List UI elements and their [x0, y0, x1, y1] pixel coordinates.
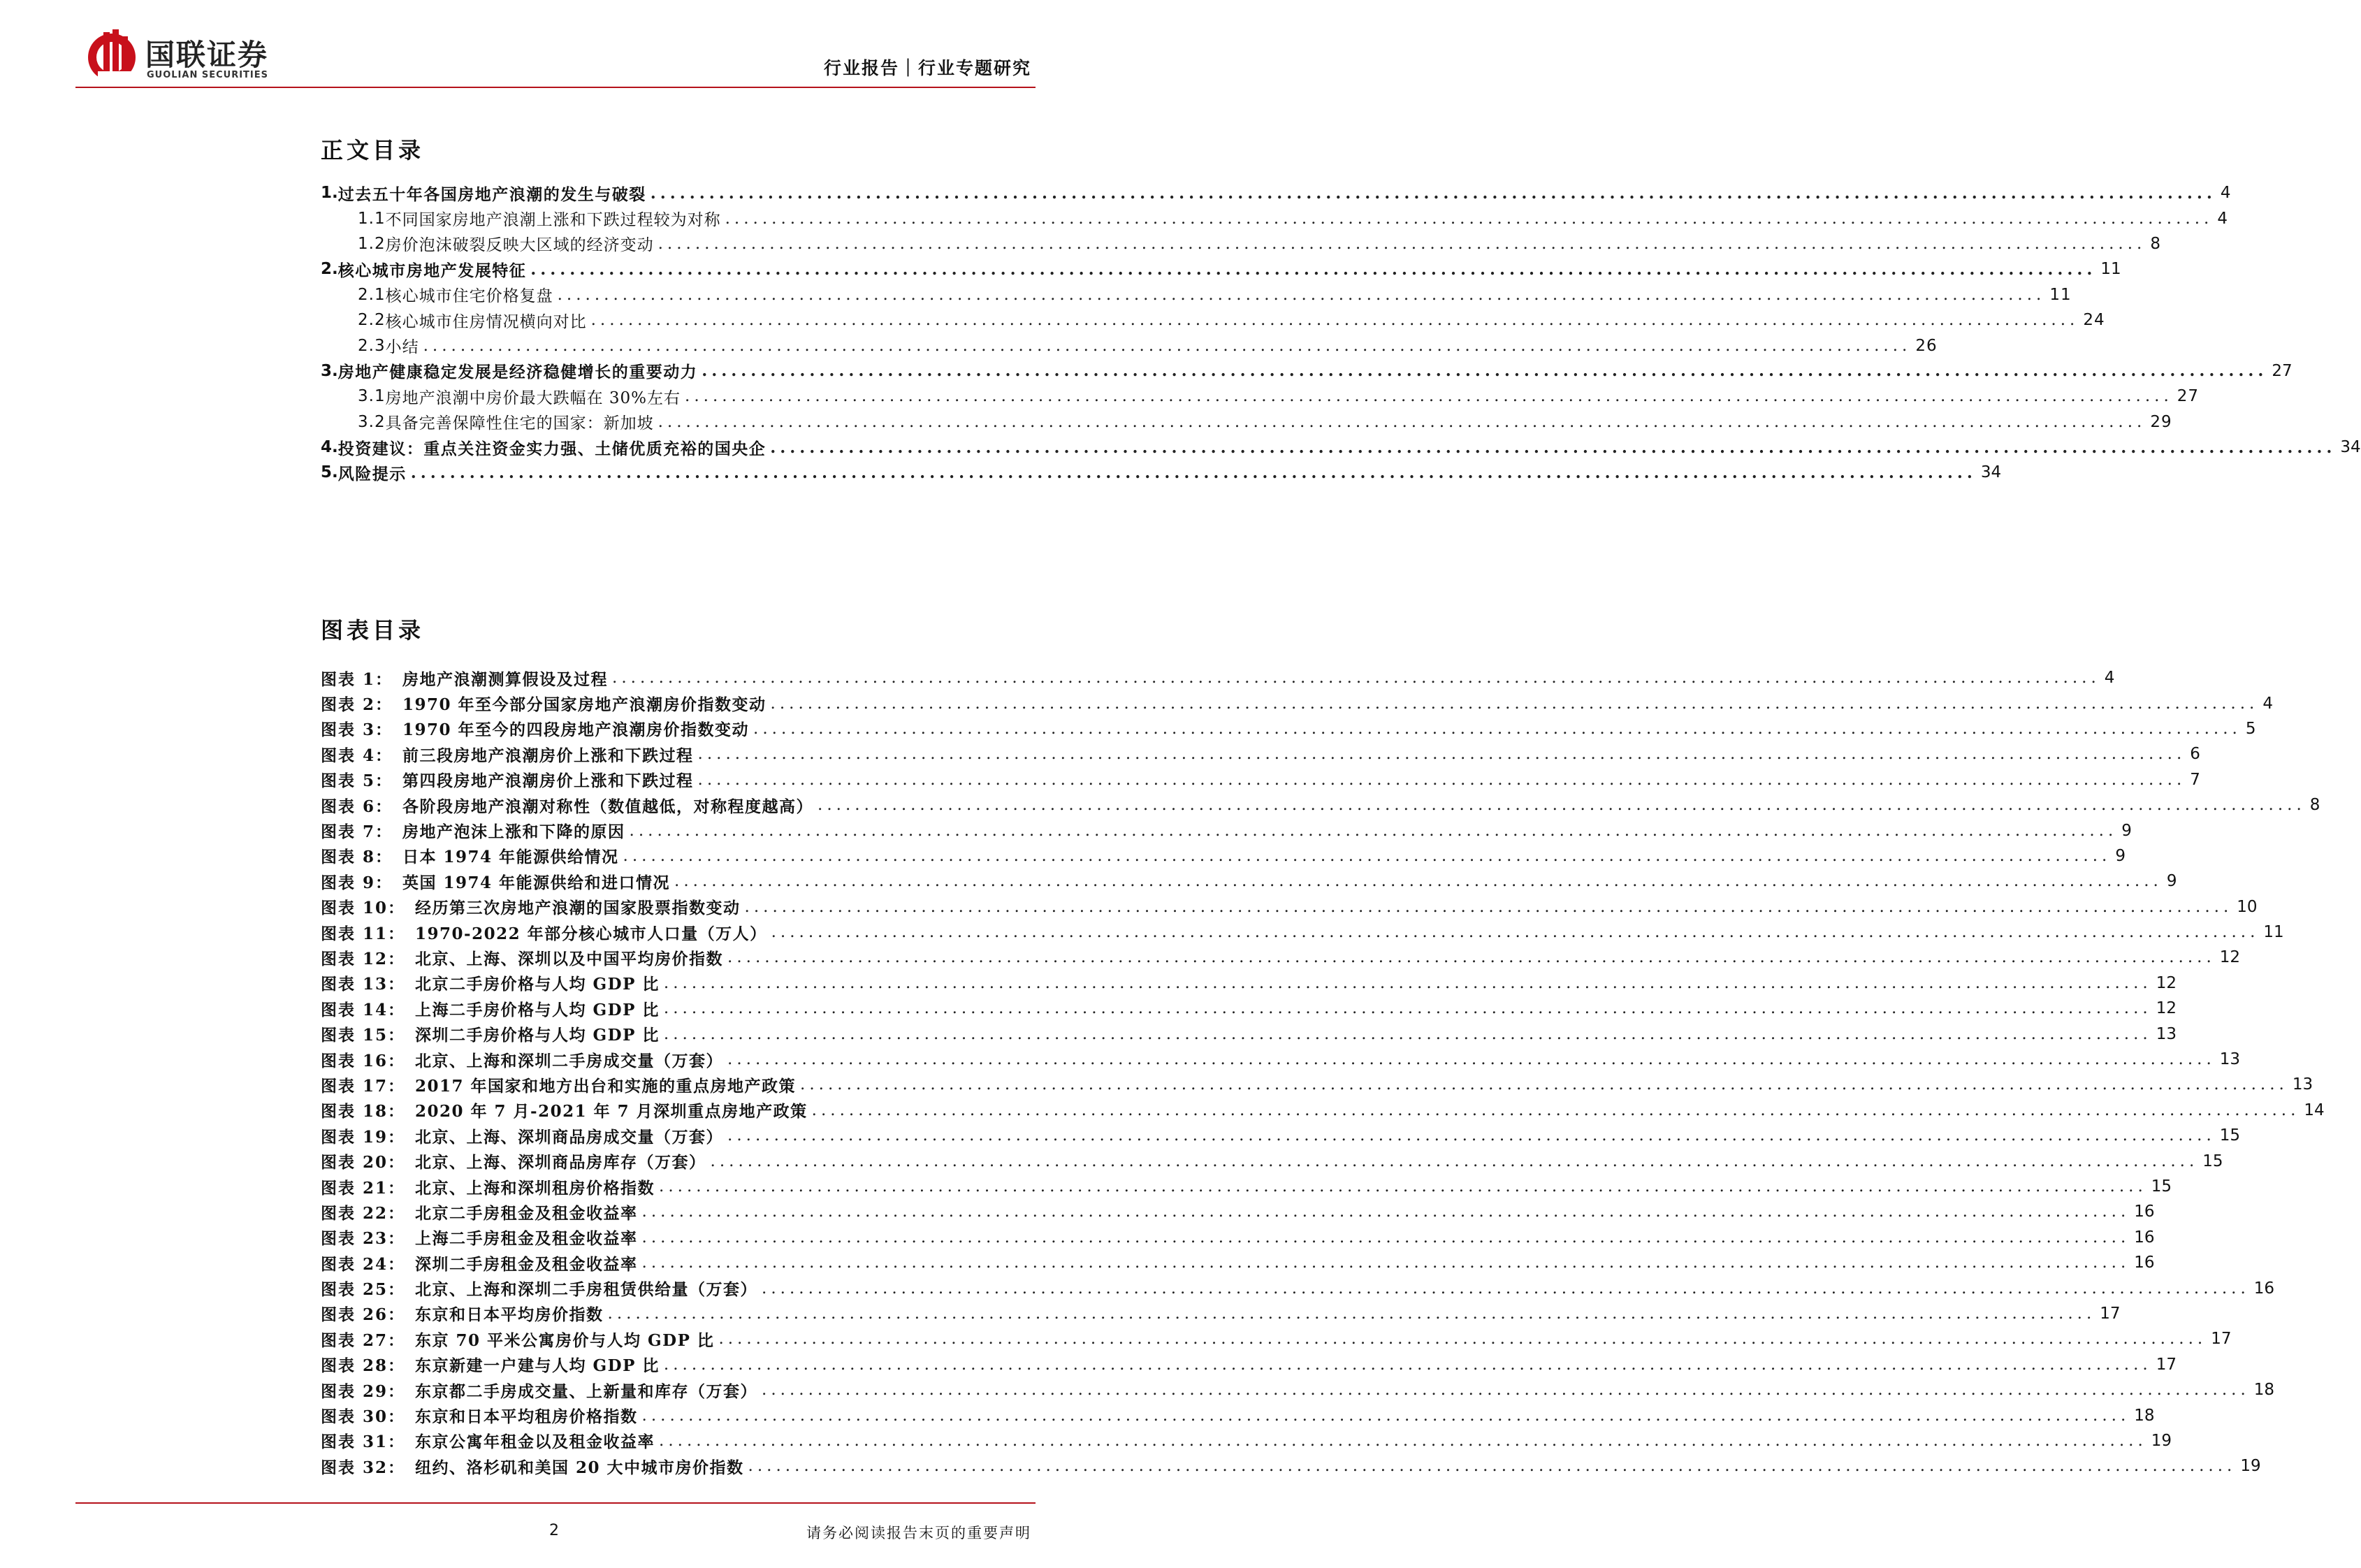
dot-leader: ................................................................................................................................................................: [557, 285, 2046, 304]
figure-entry-title: 东京都二手房成交量、上新量和库存（万套）: [415, 1381, 758, 1401]
figure-entry-page: 10: [2237, 897, 2258, 916]
figure-entry[interactable]: [321, 945, 2241, 970]
figure-entry[interactable]: [321, 1352, 2177, 1377]
figure-entry[interactable]: [321, 767, 2200, 792]
figure-entry-label: 图表 3：: [321, 720, 393, 740]
figure-entry-title: 房地产浪潮测算假设及过程: [402, 669, 609, 689]
toc-entry-number: 3.1: [358, 387, 386, 406]
figure-entry-title: 北京二手房租金及租金收益率: [415, 1203, 638, 1223]
toc-list: [321, 180, 2361, 486]
toc-entry-number: 4.: [321, 438, 338, 457]
dot-leader: ................................................................................................................................................................: [725, 209, 2214, 228]
toc-entry[interactable]: [321, 384, 2200, 409]
dot-leader: ................................................................................................................................................................: [650, 183, 2216, 203]
dot-leader: ................................................................................................................................................................: [770, 694, 2259, 713]
figure-entry-page: 15: [2151, 1177, 2172, 1196]
figure-entry-label: 图表 16：: [321, 1051, 406, 1070]
toc-entry-number: 1.2: [358, 234, 386, 253]
figure-entry[interactable]: [321, 1402, 2155, 1428]
figure-entry-label: 图表 20：: [321, 1153, 406, 1173]
figure-entry-label: 图表 30：: [321, 1407, 406, 1427]
figure-entry[interactable]: [321, 1123, 2241, 1148]
dot-leader: ................................................................................................................................................................: [641, 1254, 2130, 1272]
toc-entry-number: 2.3: [358, 336, 386, 355]
figure-entry-page: 9: [2115, 846, 2126, 865]
dot-leader: ................................................................................................................................................................: [659, 1177, 2147, 1196]
toc-entry-title: 小结: [385, 338, 419, 357]
toc-entry[interactable]: [321, 205, 2228, 231]
figure-entry-title: 东京新建一户建与人均 GDP 比: [415, 1356, 660, 1376]
toc-entry-page: 4: [2217, 209, 2228, 228]
figure-entry-title: 深圳二手房租金及租金收益率: [415, 1254, 638, 1274]
figure-entry-title: 北京、上海和深圳二手房成交量（万套）: [415, 1051, 724, 1070]
toc-entry-page: 27: [2177, 387, 2200, 406]
toc-entry[interactable]: [321, 180, 2231, 205]
dot-leader: ................................................................................................................................................................: [658, 412, 2146, 431]
figure-entry-page: 17: [2156, 1355, 2177, 1374]
figure-entry-page: 16: [2134, 1228, 2155, 1247]
dot-leader: ................................................................................................................................................................: [744, 897, 2233, 916]
figure-entry-page: 16: [2134, 1203, 2155, 1221]
dot-leader: ................................................................................................................................................................: [697, 770, 2186, 789]
figure-entry[interactable]: [321, 1021, 2177, 1046]
figure-entry-title: 2017 年国家和地方出台和实施的重点房地产政策: [415, 1076, 797, 1096]
figure-entry-label: 图表 25：: [321, 1280, 406, 1300]
figure-entry-title: 东京公寓年租金以及租金收益率: [415, 1432, 655, 1452]
figure-entry[interactable]: [321, 690, 2273, 716]
dot-leader: ................................................................................................................................................................: [658, 234, 2146, 253]
dot-leader: ................................................................................................................................................................: [612, 669, 2100, 688]
figure-entry-label: 图表 17：: [321, 1076, 406, 1096]
figure-entry-page: 16: [2253, 1279, 2275, 1298]
figure-entry-label: 图表 14：: [321, 1000, 406, 1019]
toc-entry[interactable]: [321, 358, 2293, 384]
dot-leader: ................................................................................................................................................................: [685, 387, 2173, 406]
figure-entry[interactable]: [321, 1275, 2275, 1300]
dot-leader: ................................................................................................................................................................: [771, 923, 2260, 942]
toc-entry[interactable]: [321, 282, 2072, 307]
figure-entry-label: 图表 7：: [321, 822, 393, 842]
dot-leader: ................................................................................................................................................................: [629, 821, 2118, 840]
toc-entry-page: 29: [2150, 412, 2172, 431]
figure-entry[interactable]: [321, 665, 2115, 690]
figure-entry[interactable]: [321, 741, 2200, 767]
figure-entry-label: 图表 19：: [321, 1127, 406, 1147]
toc-entry-page: 8: [2150, 234, 2161, 253]
toc-entry-title: 房地产健康稳定发展是经济稳健增长的重要动力: [337, 363, 698, 382]
dot-leader: ................................................................................................................................................................: [590, 311, 2079, 330]
figure-entry[interactable]: [321, 869, 2177, 894]
figure-entry-page: 17: [2211, 1330, 2232, 1349]
dot-leader: ................................................................................................................................................................: [727, 1126, 2216, 1145]
figure-entry[interactable]: [321, 818, 2132, 843]
toc-entry-title: 房地产浪潮中房价最大跌幅在 30%左右: [385, 389, 681, 407]
dot-leader: ................................................................................................................................................................: [770, 437, 2337, 457]
figure-entry-title: 经历第三次房地产浪潮的国家股票指数变动: [415, 899, 741, 918]
figure-entry[interactable]: [321, 1326, 2232, 1351]
toc-entry-page: 26: [1915, 336, 1938, 355]
figure-entry-title: 东京 70 平米公寓房价与人均 GDP 比: [415, 1330, 715, 1350]
toc-entry[interactable]: [321, 307, 2105, 333]
figure-entry-page: 19: [2151, 1431, 2172, 1450]
figure-entry[interactable]: [321, 1428, 2172, 1453]
dot-leader: ................................................................................................................................................................: [674, 872, 2163, 891]
figures-title: 图表目录: [321, 617, 425, 644]
figure-entry-label: 图表 4：: [321, 746, 393, 765]
disclaimer-note: 请务必阅读报告末页的重要声明: [806, 1525, 1031, 1541]
dot-leader: ................................................................................................................................................................: [727, 1050, 2216, 1069]
figure-entry-page: 5: [2245, 719, 2256, 738]
figure-entry-label: 图表 32：: [321, 1458, 406, 1477]
figure-entry-label: 图表 10：: [321, 899, 406, 918]
figure-entry-page: 17: [2100, 1304, 2121, 1323]
figure-entry-label: 图表 12：: [321, 949, 406, 968]
toc-entry-number: 5.: [321, 463, 338, 482]
figure-entry-label: 图表 15：: [321, 1026, 406, 1045]
guolian-logo-icon: [84, 28, 140, 84]
figure-entry[interactable]: [321, 971, 2177, 996]
figure-entry-label: 图表 31：: [321, 1432, 406, 1452]
figure-entry-label: 图表 8：: [321, 848, 393, 867]
figure-entry-title: 各阶段房地产浪潮对称性（数值越低，对称程度越高）: [402, 797, 814, 816]
dot-leader: ................................................................................................................................................................: [663, 973, 2152, 992]
figure-entry-page: 4: [2104, 669, 2115, 688]
toc-entry-page: 27: [2272, 361, 2293, 380]
toc-entry-number: 2.: [321, 260, 338, 279]
toc-entry[interactable]: [321, 333, 1938, 358]
toc-entry-page: 11: [2100, 260, 2121, 279]
figure-entry-title: 深圳二手房价格与人均 GDP 比: [415, 1026, 660, 1045]
figure-entry-title: 东京和日本平均租房价格指数: [415, 1407, 638, 1427]
figure-entry-page: 6: [2190, 745, 2200, 764]
dot-leader: ................................................................................................................................................................: [753, 719, 2242, 738]
figure-entry-title: 1970-2022 年部分核心城市人口量（万人）: [415, 924, 767, 943]
dot-leader: ................................................................................................................................................................: [811, 1101, 2300, 1119]
figure-entry-title: 英国 1974 年能源供给和进口情况: [402, 873, 671, 892]
figure-entry-page: 13: [2156, 1024, 2177, 1043]
figure-entry[interactable]: [321, 1250, 2155, 1275]
figure-entry-label: 图表 5：: [321, 771, 393, 791]
figure-entry[interactable]: [321, 996, 2177, 1021]
figure-entry-label: 图表 26：: [321, 1305, 406, 1325]
figure-entry-page: 16: [2134, 1254, 2155, 1272]
figure-entry-page: 4: [2262, 694, 2273, 713]
toc-entry-title: 核心城市住房情况横向对比: [385, 312, 587, 331]
figure-entry-title: 北京、上海、深圳商品房库存（万套）: [415, 1153, 706, 1173]
toc-entry-title: 过去五十年各国房地产浪潮的发生与破裂: [337, 184, 646, 204]
figure-entry[interactable]: [321, 1453, 2261, 1479]
figure-entry-page: 19: [2240, 1457, 2261, 1476]
dot-leader: ................................................................................................................................................................: [663, 1355, 2152, 1374]
figure-entry-page: 15: [2202, 1152, 2223, 1170]
figure-entry-page: 18: [2253, 1381, 2275, 1400]
figure-entry-title: 前三段房地产浪潮房价上涨和下跌过程: [402, 746, 694, 765]
figure-entry-title: 北京、上海、深圳商品房成交量（万套）: [415, 1127, 724, 1147]
figure-entry-title: 1970 年至今的四段房地产浪潮房价指数变动: [402, 720, 750, 740]
figure-entry-label: 图表 18：: [321, 1102, 406, 1121]
dot-leader: ................................................................................................................................................................: [697, 745, 2186, 764]
toc-entry-title: 风险提示: [337, 464, 407, 484]
dot-leader: ................................................................................................................................................................: [641, 1203, 2130, 1221]
figure-entry[interactable]: [321, 1377, 2275, 1402]
figure-entry-label: 图表 2：: [321, 695, 393, 715]
figure-entry-title: 北京、上海和深圳二手房租赁供给量（万套）: [415, 1280, 758, 1300]
toc-entry-page: 24: [2083, 311, 2105, 330]
figure-entry[interactable]: [321, 792, 2320, 818]
toc-entry-title: 核心城市住宅价格复盘: [385, 287, 553, 306]
dot-leader: ................................................................................................................................................................: [748, 1457, 2237, 1476]
dot-leader: ................................................................................................................................................................: [762, 1381, 2250, 1400]
toc-entry-page: 4: [2220, 184, 2231, 203]
toc-entry-number: 1.1: [358, 209, 386, 228]
figure-entry-page: 11: [2263, 923, 2284, 942]
figure-entry[interactable]: [321, 1301, 2121, 1326]
figure-entry-title: 1970 年至今部分国家房地产浪潮房价指数变动: [402, 695, 767, 715]
figure-entry-label: 图表 9：: [321, 873, 393, 892]
figure-entry-title: 上海二手房租金及租金收益率: [415, 1229, 638, 1249]
figure-entry-label: 图表 29：: [321, 1381, 406, 1401]
figure-entry[interactable]: [321, 843, 2126, 869]
dot-leader: ................................................................................................................................................................: [818, 796, 2306, 815]
figure-entry-page: 12: [2156, 973, 2177, 992]
header-divider: [75, 87, 1036, 88]
figure-entry-title: 北京、上海、深圳以及中国平均房价指数: [415, 949, 724, 968]
dot-leader: ................................................................................................................................................................: [663, 1024, 2152, 1043]
toc-entry-number: 2.2: [358, 311, 386, 330]
figure-entry[interactable]: [321, 1098, 2325, 1123]
toc-entry-number: 3.: [321, 361, 338, 380]
dot-leader: ................................................................................................................................................................: [623, 846, 2112, 865]
figure-entry[interactable]: [321, 1047, 2241, 1072]
logo-chinese-name: 国联证券: [145, 38, 269, 72]
dot-leader: ................................................................................................................................................................: [800, 1075, 2288, 1094]
toc-entry-number: 3.2: [358, 412, 386, 431]
dot-leader: ................................................................................................................................................................: [727, 948, 2216, 967]
dot-leader: ................................................................................................................................................................: [710, 1152, 2199, 1170]
figure-entry-label: 图表 6：: [321, 797, 393, 816]
dot-leader: ................................................................................................................................................................: [762, 1279, 2250, 1298]
toc-entry[interactable]: [321, 460, 2002, 485]
figure-entry-label: 图表 24：: [321, 1254, 406, 1274]
figure-entry-title: 北京、上海和深圳租房价格指数: [415, 1178, 655, 1198]
dot-leader: ................................................................................................................................................................: [607, 1304, 2096, 1323]
figure-entry-label: 图表 1：: [321, 669, 393, 689]
toc-entry-number: 2.1: [358, 285, 386, 304]
figure-entry-title: 北京二手房价格与人均 GDP 比: [415, 975, 660, 994]
figure-entry-label: 图表 23：: [321, 1229, 406, 1249]
figure-entry-title: 纽约、洛杉矶和美国 20 大中城市房价指数: [415, 1458, 744, 1477]
figure-entry-page: 9: [2166, 872, 2177, 891]
figure-entry[interactable]: [321, 716, 2256, 741]
figure-entry[interactable]: [321, 1225, 2155, 1250]
dot-leader: ................................................................................................................................................................: [410, 463, 1977, 482]
logo-english-name: GUOLIAN SECURITIES: [147, 70, 268, 80]
figure-entry-page: 15: [2219, 1126, 2241, 1145]
figure-entry[interactable]: [321, 1148, 2223, 1173]
toc-entry[interactable]: [321, 231, 2161, 256]
toc-entry-title: 具备完善保障性住宅的国家：新加坡: [385, 414, 654, 433]
figure-entry-label: 图表 27：: [321, 1330, 406, 1350]
figure-entry-title: 上海二手房价格与人均 GDP 比: [415, 1000, 660, 1019]
figure-entry-title: 2020 年 7 月-2021 年 7 月深圳重点房地产政策: [415, 1102, 808, 1121]
toc-entry-title: 投资建议：重点关注资金实力强、土储优质充裕的国央企: [337, 439, 767, 458]
toc-entry-title: 房价泡沫破裂反映大区域的经济变动: [385, 236, 654, 255]
dot-leader: ................................................................................................................................................................: [530, 259, 2097, 279]
figure-entry-title: 房地产泡沫上涨和下降的原因: [402, 822, 625, 842]
figure-entry-label: 图表 21：: [321, 1178, 406, 1198]
figure-entry-title: 第四段房地产浪潮房价上涨和下跌过程: [402, 771, 694, 791]
figure-entry[interactable]: [321, 920, 2284, 945]
toc-entry-page: 11: [2049, 285, 2072, 304]
toc-entry-title: 核心城市房地产发展特征: [337, 261, 527, 280]
footer-divider: [75, 1502, 1036, 1504]
page-number: 2: [549, 1522, 559, 1539]
toc-entry[interactable]: [321, 435, 2361, 460]
figure-entry-page: 18: [2134, 1406, 2155, 1425]
dot-leader: ................................................................................................................................................................: [718, 1330, 2207, 1349]
toc-entry-page: 34: [1980, 463, 2002, 482]
dot-leader: ................................................................................................................................................................: [423, 336, 1912, 355]
company-logo: [84, 28, 286, 84]
figure-entry[interactable]: [321, 1174, 2172, 1199]
figure-entry-page: 9: [2121, 821, 2132, 840]
figures-list: [321, 665, 2325, 1479]
figure-entry[interactable]: [321, 1199, 2155, 1224]
figure-entry[interactable]: [321, 1072, 2313, 1097]
report-type: 行业报告｜行业专题研究: [823, 58, 1031, 78]
figure-entry-page: 8: [2309, 796, 2320, 815]
figure-entry[interactable]: [321, 894, 2258, 920]
toc-entry[interactable]: [321, 256, 2121, 282]
figure-entry-page: 12: [2219, 948, 2241, 967]
figure-entry-page: 13: [2292, 1075, 2313, 1094]
toc-entry-page: 34: [2340, 438, 2361, 457]
figure-entry-label: 图表 28：: [321, 1356, 406, 1376]
toc-entry-number: 1.: [321, 184, 338, 203]
toc-entry[interactable]: [321, 409, 2172, 435]
figure-entry-title: 日本 1974 年能源供给情况: [402, 848, 619, 867]
toc-entry-title: 不同国家房地产浪潮上涨和下跌过程较为对称: [385, 211, 721, 230]
figure-entry-title: 东京和日本平均房价指数: [415, 1305, 604, 1325]
figure-entry-page: 7: [2190, 770, 2200, 789]
dot-leader: ................................................................................................................................................................: [702, 361, 2268, 381]
dot-leader: ................................................................................................................................................................: [663, 999, 2152, 1018]
figure-entry-label: 图表 11：: [321, 924, 406, 943]
dot-leader: ................................................................................................................................................................: [659, 1431, 2147, 1450]
figure-entry-page: 12: [2156, 999, 2177, 1018]
toc-title: 正文目录: [321, 137, 425, 164]
figure-entry-label: 图表 22：: [321, 1203, 406, 1223]
figure-entry-page: 13: [2219, 1050, 2241, 1069]
dot-leader: ................................................................................................................................................................: [641, 1406, 2130, 1425]
dot-leader: ................................................................................................................................................................: [641, 1228, 2130, 1247]
figure-entry-page: 14: [2304, 1101, 2325, 1119]
figure-entry-label: 图表 13：: [321, 975, 406, 994]
